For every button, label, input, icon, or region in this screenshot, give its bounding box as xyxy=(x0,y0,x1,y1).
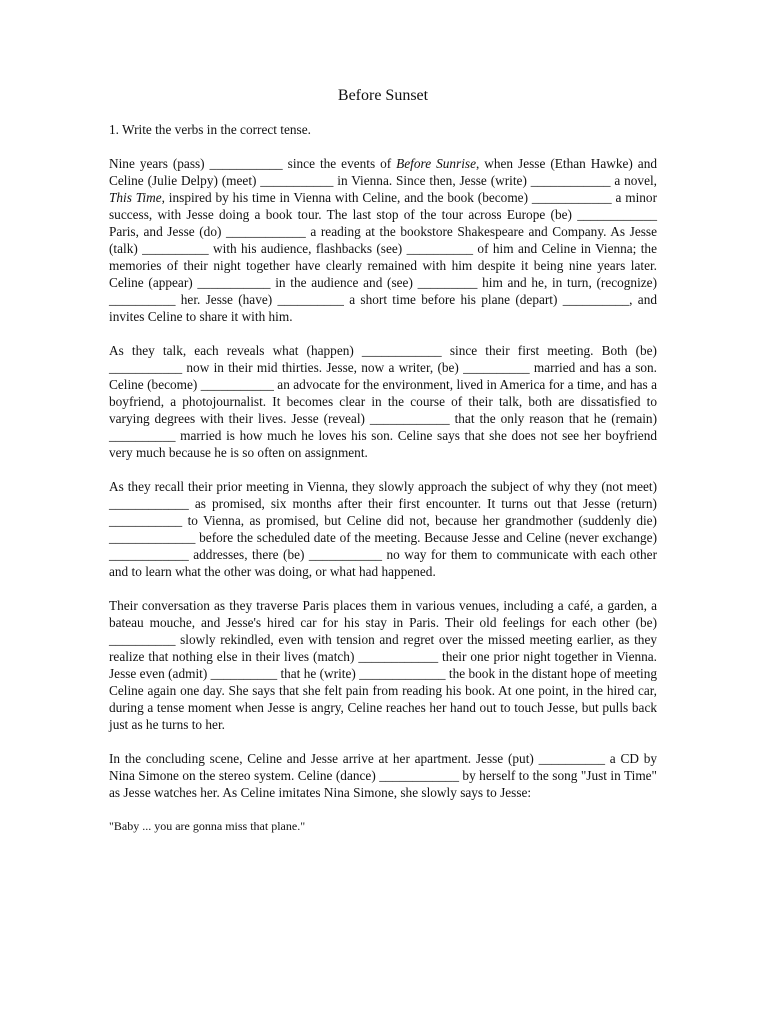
paragraph-4 xyxy=(109,597,657,733)
paragraph-5 xyxy=(109,750,657,801)
paragraph-1 xyxy=(109,155,657,325)
paragraph-text: Their conversation as they traverse Paris places them in various venues, including a café, a garden, a bateau mouche, and Jesse's hired car for his stay in Paris. Their old feelings for each other (be) __________ slowly rekindled, even with tension and regret over the missed meeting earlier, as they realize that nothing else in their lives (match) ____________ their one prior night together in Vienna. Jesse even (admit) __________ that he (write) _____________ the book in the distant hope of meeting Celine again one day. She says that she felt pain from reading his book. At one point, in the hired car, during a tense moment when Jesse is angry, Celine reaches her hand out to touch Jesse, but pulls back just as he turns to her. xyxy=(109,598,657,732)
document-page xyxy=(109,86,657,834)
exercise-instruction: 1. Write the verbs in the correct tense. xyxy=(109,122,311,137)
italic-title-text: This Time xyxy=(109,190,162,205)
document-title: Before Sunset xyxy=(337,87,429,104)
paragraph-2 xyxy=(109,342,657,461)
paragraph-text: , when Jesse (Ethan Hawke) and Celine (Julie Delpy) (meet) ___________ in Vienna. Since then, Jesse (write) ____________ a novel, xyxy=(109,156,657,188)
paragraph-text: As they talk, each reveals what (happen) ____________ since their first meeting. Both (be) ___________ now in their mid thirties. Jesse, now a writer, (be) __________ married and has a son. Celine (become) ___________ an advocate for the environment, lived in America for a time, and has a boyfriend, a photojournalist. It becomes clear in the course of their talk, both are dissatisfied to varying degrees with their lives. Jesse (reveal) ____________ that the only reason that he (remain) __________ married is how much he loves his son. Celine says that she does not see her boyfriend very much because he is so often on assignment. xyxy=(109,343,657,460)
italic-title-text: Before Sunrise xyxy=(396,156,476,171)
paragraph-3 xyxy=(109,478,657,580)
closing-quote: "Baby ... you are gonna miss that plane." xyxy=(109,819,306,833)
paragraph-text: In the concluding scene, Celine and Jesse arrive at her apartment. Jesse (put) __________ a CD by Nina Simone on the stereo system. Celine (dance) ____________ by herself to the song "Just in Time" as Jesse watches her. As Celine imitates Nina Simone, she slowly says to Jesse: xyxy=(109,751,657,800)
paragraph-text: Nine years (pass) ___________ since the events of xyxy=(109,156,397,171)
paragraph-text: As they recall their prior meeting in Vienna, they slowly approach the subject of why they (not meet) ____________ as promised, six months after their first encounter. It turns out that Jesse (return) ___________ to Vienna, as promised, but Celine did not, because her grandmother (suddenly die) _____________ before the scheduled date of the meeting. Because Jesse and Celine (never exchange) ____________ addresses, there (be) ___________ no way for them to communicate with each other and to learn what the other was doing, or what had happened. xyxy=(109,479,657,579)
paragraph-text: , inspired by his time in Vienna with Celine, and the book (become) ____________ a minor success, with Jesse doing a book tour. The last stop of the tour across Europe (be) ____________ Paris, and Jesse (do) ____________ a reading at the bookstore Shakespeare and Company. As Jesse (talk) __________ with his audience, flashbacks (see) __________ of him and Celine in Vienna; the memories of their night together have clearly remained with him despite it being nine years later. Celine (appear) ___________ in the audience and (see) _________ him and he, in turn, (recognize) __________ her. Jesse (have) __________ a short time before his plane (depart) __________, and invites Celine to share it with him. xyxy=(109,190,657,324)
